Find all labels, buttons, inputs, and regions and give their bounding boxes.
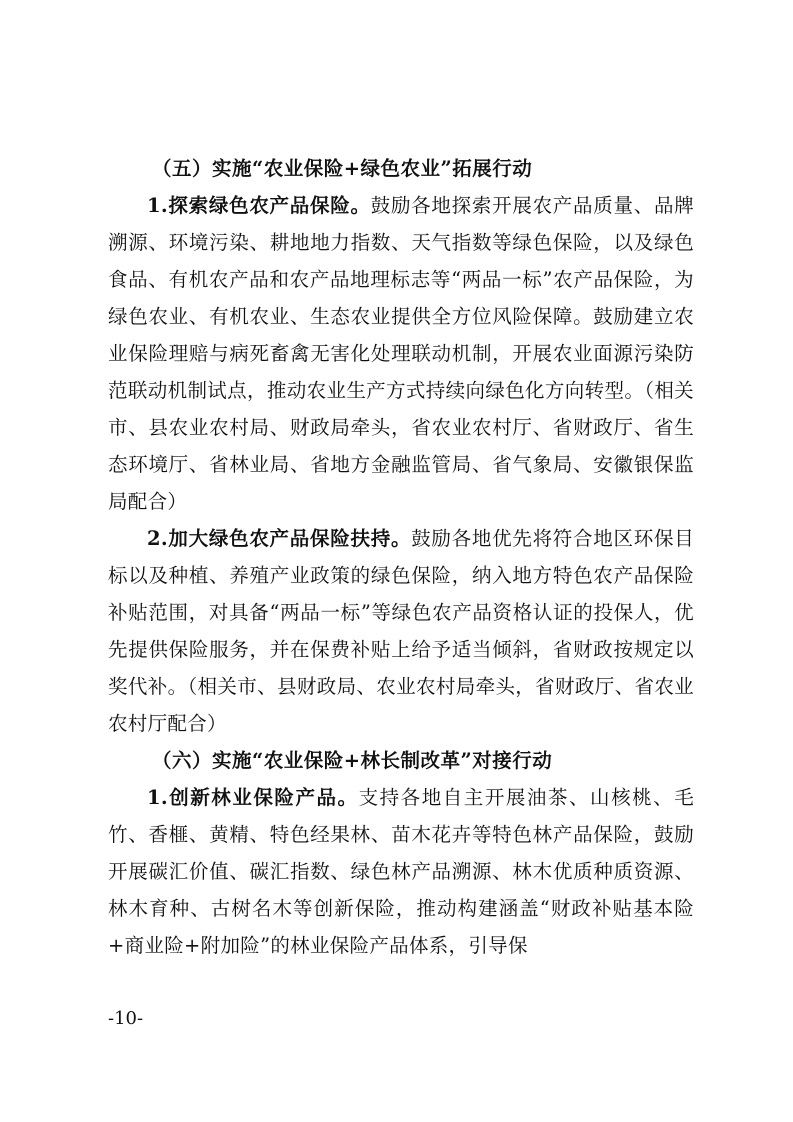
page-number: -10-	[108, 1008, 144, 1029]
paragraph-6-1-lead: 1.创新林业保险产品。	[147, 786, 359, 809]
section-heading-5: （五）实施“农业保险+绿色农业”拓展行动	[152, 157, 533, 180]
section-heading-6: （六）实施“农业保险+林长制改革”对接行动	[152, 749, 553, 772]
paragraph-6-1-body: 支持各地自主开展油茶、山核桃、毛竹、香榧、黄精、特色经果林、苗木花卉等特色林产品保险，鼓励开展碳汇价值、碳汇指数、绿色林产品溯源、林木优质种质资源、林木育种、古树名木等创新保险，推动构建涵盖“财政补贴基本险+商业险+附加险”的林业保险产品体系，引导保	[108, 786, 694, 957]
paragraph-5-1	[108, 187, 694, 520]
document-body	[108, 150, 694, 964]
paragraph-5-2-lead: 2.加大绿色农产品保险扶持。	[147, 527, 412, 550]
paragraph-5-1-lead: 1.探索绿色农产品保险。	[147, 194, 371, 217]
paragraph-5-2-body: 鼓励各地优先将符合地区环保目标以及种植、养殖产业政策的绿色保险，纳入地方特色农产品保险补贴范围，对具备“两品一标”等绿色农产品资格认证的投保人，优先提供保险服务，并在保费补贴上给予适当倾斜，省财政按规定以奖代补。（相关市、县财政局、农业农村局牵头，省财政厅、省农业农村厅配合）	[108, 527, 695, 735]
paragraph-5-1-body: 鼓励各地探索开展农产品质量、品牌溯源、环境污染、耕地地力指数、天气指数等绿色保险，以及绿色食品、有机农产品和农产品地理标志等“两品一标”农产品保险，为绿色农业、有机农业、生态农业提供全方位风险保障。鼓励建立农业保险理赔与病死畜禽无害化处理联动机制，开展农业面源污染防范联动机制试点，推动农业生产方式持续向绿色化方向转型。（相关市、县农业农村局、财政局牵头，省农业农村厅、省财政厅、省生态环境厅、省林业局、省地方金融监管局、省气象局、安徽银保监局配合）	[108, 194, 694, 513]
paragraph-5-2	[108, 520, 694, 742]
paragraph-6-1	[108, 779, 694, 964]
